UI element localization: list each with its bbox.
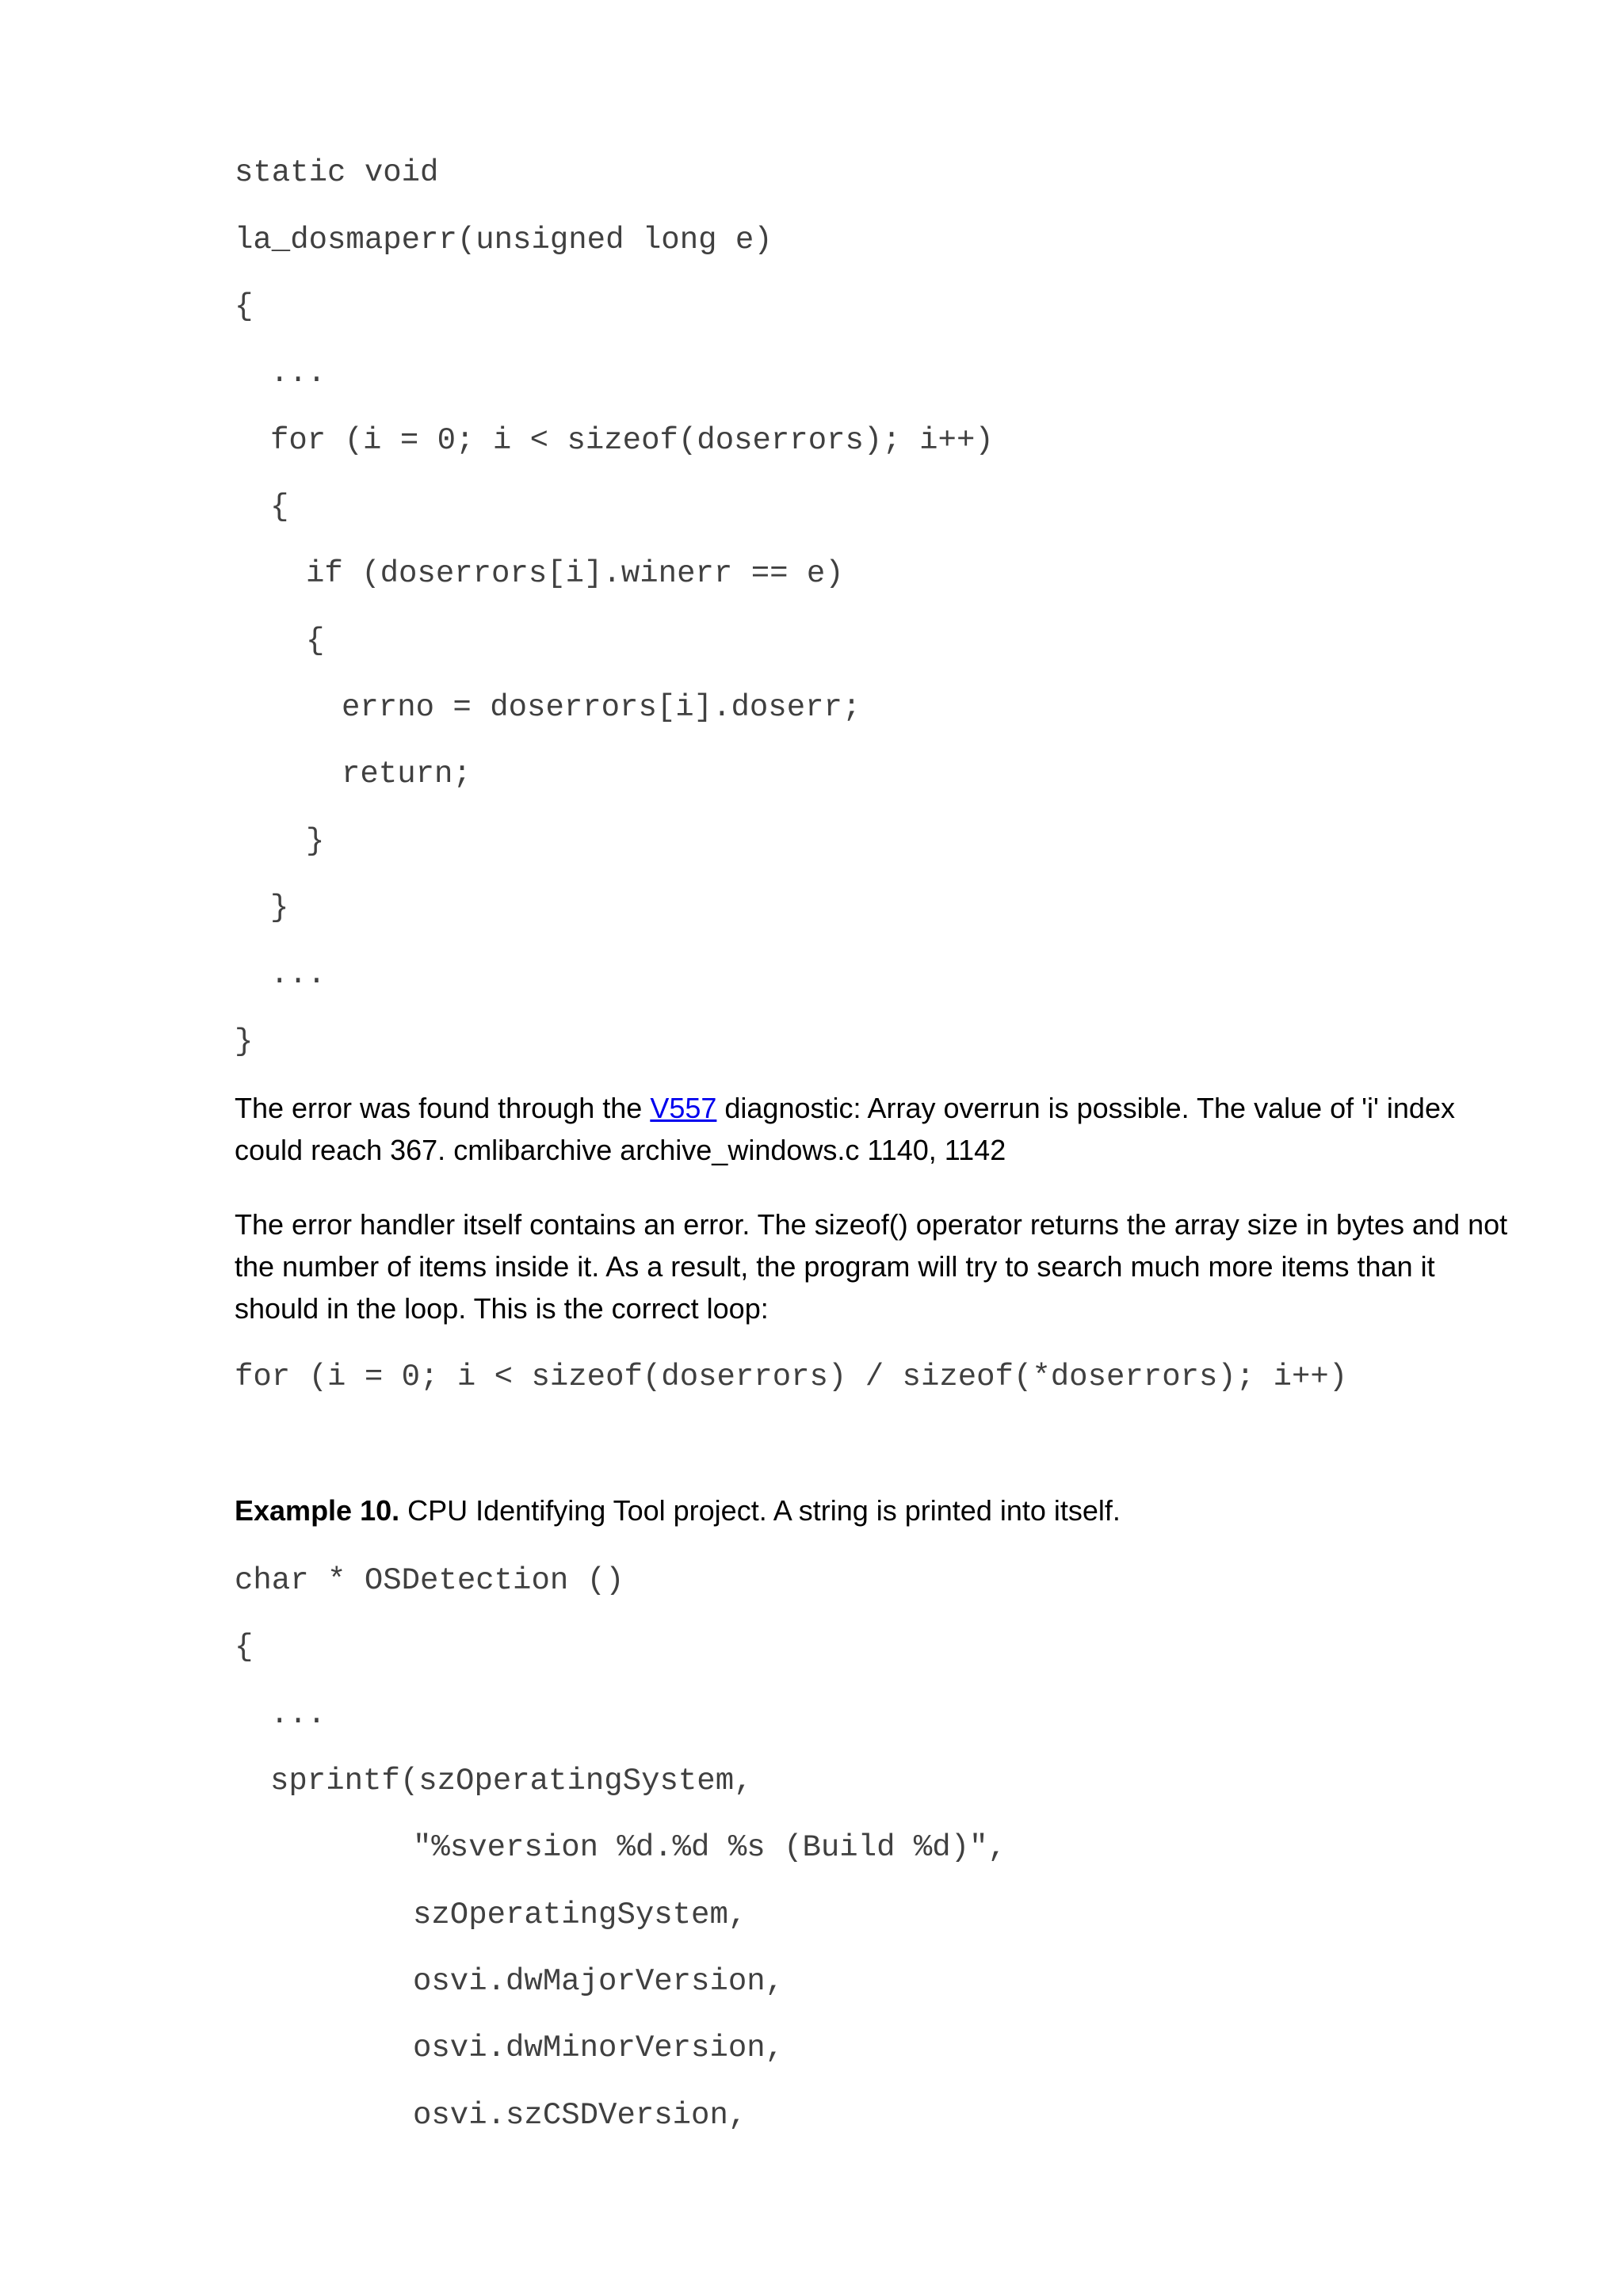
example-description: CPU Identifying Tool project. A string is printed into itself. [399, 1494, 1121, 1527]
paragraph-text: diagnostic: Array overrun is possible. The value of 'i' index could reach 367. cmlibarchive archive_windows.c 1140, 1142 [235, 1092, 1455, 1166]
code-line: szOperatingSystem, [413, 1897, 747, 1932]
code-line: static void [235, 155, 439, 190]
code-line: la_dosmaperr(unsigned long e) [235, 223, 773, 257]
explanation-paragraph: The error handler itself contains an error. The sizeof() operator returns the array size in bytes and not the number of items inside it. As a result, the program will try to search much more items than it should in the loop. This is the correct loop: [235, 1208, 1508, 1325]
code-line: return; [342, 757, 472, 791]
diagnostic-paragraph [235, 1087, 1518, 1171]
code-line: { [235, 289, 254, 324]
code-line: ... [270, 957, 327, 992]
paragraph-text: The error was found through the [235, 1092, 651, 1124]
code-line: } [306, 824, 325, 859]
code-line: for (i = 0; i < sizeof(doserrors); i++) [270, 423, 994, 458]
code-line: osvi.dwMinorVersion, [413, 2031, 785, 2065]
correct-loop-code: for (i = 0; i < sizeof(doserrors) / sizeof(*doserrors); i++) [235, 1360, 1348, 1394]
code-line: { [235, 1630, 254, 1665]
example-label: Example 10. [235, 1494, 400, 1527]
code-line: errno = doserrors[i].doserr; [342, 690, 861, 725]
code-line: ... [270, 356, 327, 391]
example-heading [235, 1489, 1518, 1531]
code-line: sprintf(szOperatingSystem, [270, 1764, 753, 1798]
code-line: ... [270, 1697, 327, 1732]
code-line: osvi.szCSDVersion, [413, 2098, 747, 2133]
code-line: if (doserrors[i].winerr == e) [306, 556, 844, 591]
code-line: } [270, 891, 289, 925]
code-line: } [235, 1024, 254, 1059]
v557-link[interactable]: V557 [650, 1092, 717, 1124]
code-line: { [306, 624, 325, 658]
code-line: "%sversion %d.%d %s (Build %d)", [413, 1830, 1006, 1865]
code-line: osvi.dwMajorVersion, [413, 1964, 785, 1999]
code-line: char * OSDetection () [235, 1563, 624, 1598]
code-line: { [270, 490, 289, 524]
